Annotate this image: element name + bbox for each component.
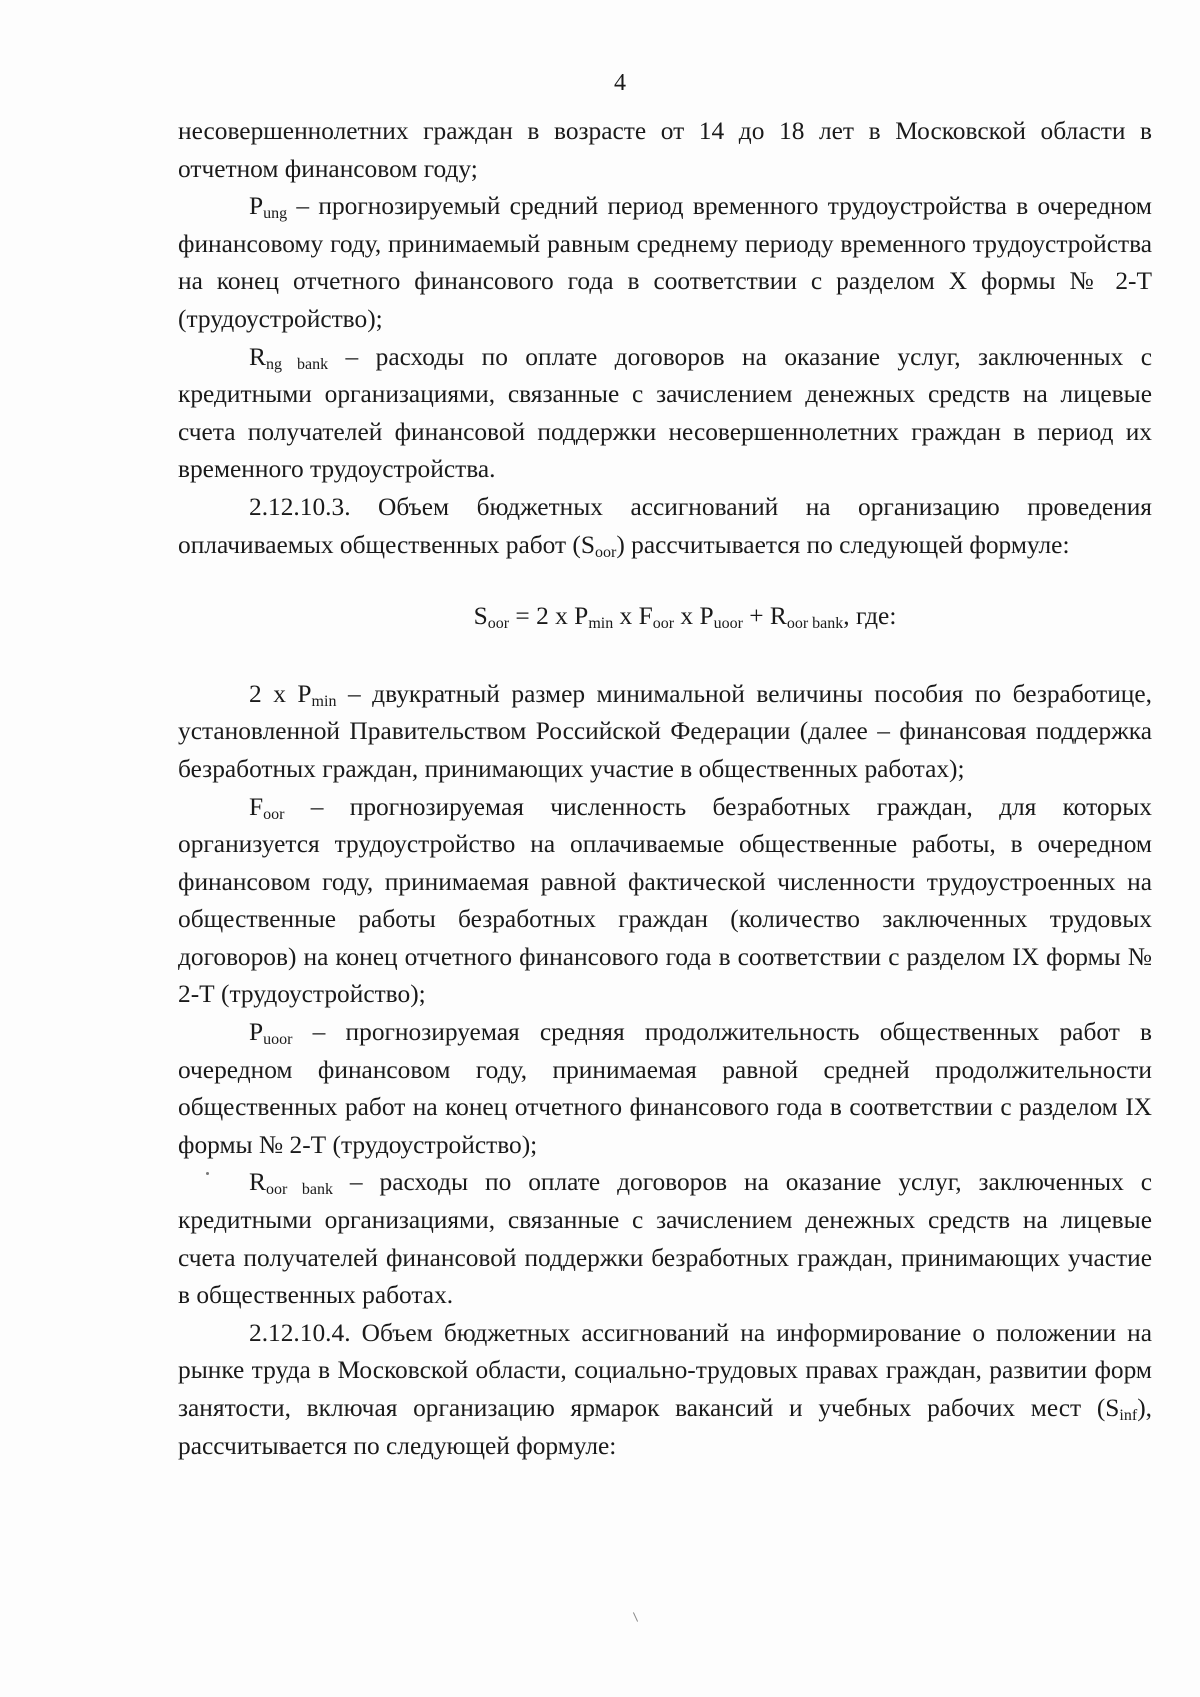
definition-roor-bank [178, 1164, 1152, 1314]
clause-2-12-10-3 [178, 489, 1152, 564]
clause-2-12-10-4 [178, 1315, 1152, 1465]
scan-speck [206, 1172, 209, 1175]
definition-text: – расходы по оплате договоров на оказание услуг, заключенных с кредитными организациями, связанные с зачислением денежных средств на лицевые счета получателей финансовой поддержки безработных граждан, принимающих участие в общественных работах. [178, 1168, 1152, 1310]
symbol-subscript: min [311, 692, 337, 710]
formula-part: x P [674, 602, 714, 631]
definition-rng-bank [178, 339, 1152, 489]
symbol-subscript: inf [1119, 1407, 1138, 1424]
definition-text: – двукратный размер минимальной величины пособия по безработице, установленной Правительством Российской Федерации (далее – финансовая поддержка безработных граждан, принимающих участие в общественных работах); [178, 679, 1152, 783]
definition-text: – прогнозируемый средний период временного трудоустройства в очередном финансовому году, принимаемый равным среднему периоду временного трудоустройства на конец отчетного финансового года в соответствии с разделом X формы № 2-Т (трудоустройство); [178, 192, 1152, 333]
symbol-subscript: uoor [263, 1031, 293, 1049]
definition-puoor [178, 1014, 1152, 1164]
symbol: 2 x P [249, 679, 312, 708]
formula-part: + R [742, 602, 787, 631]
definition-2x-pmin [178, 676, 1152, 789]
document-body [178, 113, 1152, 1465]
formula-subscript: oor bank [786, 615, 844, 633]
formula-part: S [473, 602, 488, 631]
symbol-subscript: ng bank [265, 355, 329, 373]
formula-part: = 2 x P [509, 602, 589, 631]
clause-text-start: 2.12.10.4. Объем бюджетных ассигнований на информирование о положении на рынке труда в Московской области, социально-трудовых правах граждан, развитии форм занятости, включая организацию ярмарок вакансий и учебных рабочих мест (S [178, 1318, 1152, 1422]
formula-subscript: oor [487, 615, 510, 633]
clause-text-start: 2.12.10.3. Объем бюджетных ассигнований на организацию проведения оплачиваемых общественных работ (S [178, 492, 1152, 559]
symbol-subscript: oor [263, 805, 285, 823]
formula-soor [178, 598, 1152, 636]
clause-text-end: ), рассчитывается по следующей формуле: [178, 1394, 1152, 1460]
symbol: R [249, 1168, 266, 1197]
page-number: 4 [614, 70, 626, 96]
formula-part: , где: [843, 602, 897, 631]
definition-pung [178, 188, 1152, 338]
symbol-subscript: oor [595, 543, 617, 561]
definition-text: – прогнозируемая средняя продолжительность общественных работ в очередном финансовом году, принимаемая равной средней продолжительности общественных работ на конец отчетного финансового года в соответствии с разделом IX формы № 2-Т (трудоустройство); [178, 1018, 1152, 1159]
symbol-subscript: oor bank [265, 1181, 333, 1199]
definition-foor [178, 789, 1152, 1015]
definition-text: – прогнозируемая численность безработных граждан, для которых организуется трудоустройство на оплачиваемые общественные работы, в очередном финансовом году, принимаемая равной фактической численности трудоустроенных на общественные работы безработных граждан (количество заключенных трудовых договоров) на конец отчетного финансового года в соответствии с разделом IX формы № 2-Т (трудоустройство); [178, 792, 1152, 1009]
symbol: F [249, 792, 264, 821]
symbol: R [249, 342, 266, 371]
formula-subscript: min [588, 615, 614, 633]
scan-speck [633, 1612, 638, 1621]
paragraph-continuation [178, 113, 1152, 188]
paragraph-text: несовершеннолетних граждан в возрасте от 14 до 18 лет в Московской области в отчетном финансовом году; [178, 117, 1152, 183]
formula-part: x F [613, 602, 653, 631]
symbol: P [249, 1018, 264, 1047]
symbol-subscript: ung [263, 205, 288, 223]
definition-text: – расходы по оплате договоров на оказание услуг, заключенных с кредитными организациями, связанные с зачислением денежных средств на лицевые счета получателей финансовой поддержки несовершеннолетних граждан в период их временного трудоустройства. [178, 342, 1152, 484]
symbol: P [249, 192, 264, 221]
formula-subscript: uoor [713, 615, 743, 633]
formula-subscript: oor [652, 615, 675, 633]
clause-text-end: ) рассчитывается по следующей формуле: [616, 530, 1070, 559]
